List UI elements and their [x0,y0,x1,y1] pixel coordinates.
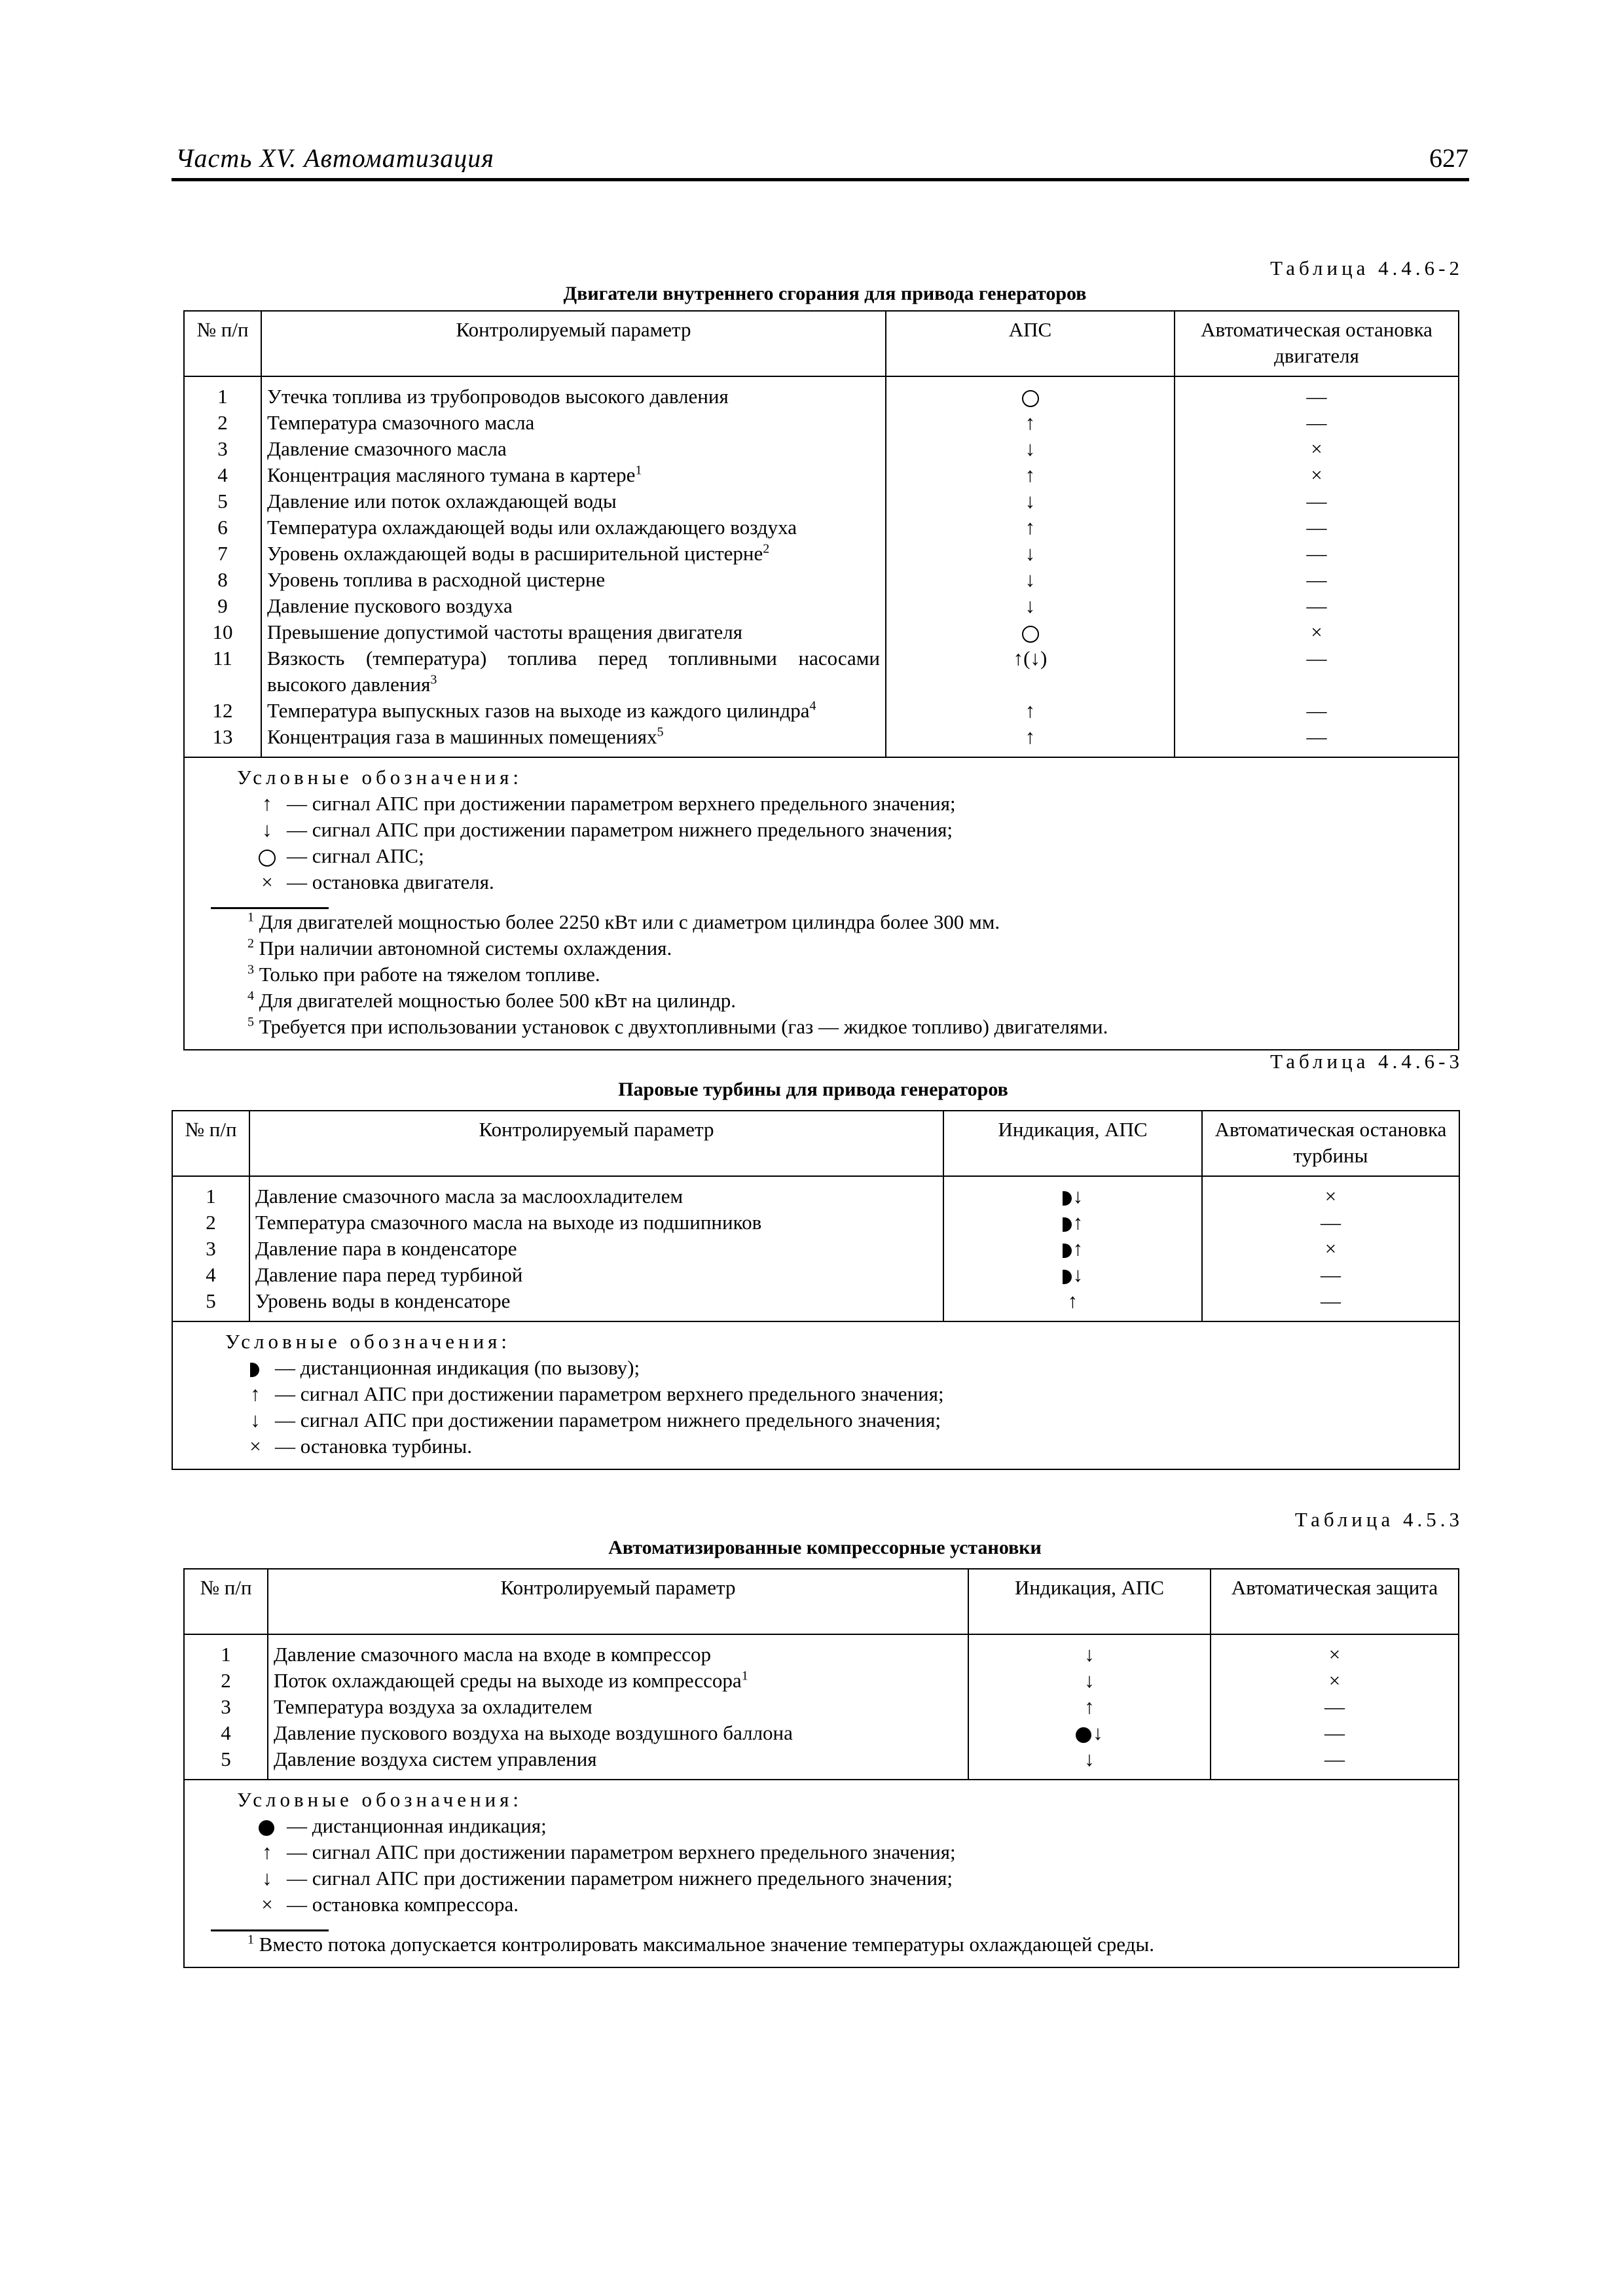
aps-symbol: ↓ [1025,490,1036,512]
row-number: 5 [221,1748,231,1770]
legend-symbol [236,1433,275,1460]
aps-symbol: ↓ [1072,1185,1084,1208]
footnote [247,961,1458,988]
row-number: 9 [217,594,228,617]
footnote [247,1931,1458,1958]
legend-dash: — [287,1814,312,1837]
row-stop: × [1324,1237,1337,1260]
legend-text: сигнал АПС при достижении параметром верхнего предельного значения; [300,1382,944,1405]
row-stop: — [1324,1695,1345,1718]
legend-symbol-text: ↑ [262,1840,272,1863]
row-stop: — [1324,1748,1345,1770]
footnote-text: Для двигателей мощностью более 2250 кВт или с диаметром цилиндра более 300 мм. [259,910,1000,933]
row-aps [944,1288,1201,1314]
aps-symbol: ↓ [1072,1263,1084,1286]
legend-dash: — [287,792,312,815]
page-number: 627 [1429,143,1468,173]
parameter-text: Уровень охлаждающей воды в расширительной цистерне [267,542,763,565]
row-number: 2 [217,411,228,434]
legend-dash: — [275,1408,301,1431]
footnote-text: Только при работе на тяжелом топливе. [259,963,600,986]
legend-symbol [236,1355,275,1381]
footnote-number: 3 [247,962,254,977]
table1-col-number: № п/п [184,311,261,376]
legend-symbol [247,843,287,869]
row-parameter [267,436,880,462]
row-aps [969,1720,1210,1746]
legend-dash: — [275,1382,301,1405]
aps-symbol: ↑ [1025,516,1036,539]
row-aps [969,1668,1210,1694]
row-number: 4 [217,463,228,486]
legend-symbol [247,1839,287,1865]
table2-col-number: № п/п [172,1111,249,1176]
aps-symbol: ↑ [1025,725,1036,748]
table2-number: Таблица 4.4.6-3 [1270,1050,1463,1073]
legend-line [247,843,1458,869]
row-aps [944,1262,1201,1288]
table3-legend [184,1780,1459,1967]
table1-stop [1175,376,1459,757]
aps-circle-icon [1022,390,1039,407]
legend-dash: — [275,1435,301,1458]
row-number: 3 [206,1237,216,1260]
legend-dash: — [287,1840,312,1863]
table2-col-stop: Автоматическая остановка турбины [1202,1111,1459,1176]
table1-caption: Двигатели внутреннего сгорания для привода генераторов [563,283,1087,304]
table1-col-aps: АПС [886,311,1175,376]
row-stop: × [1324,1185,1337,1208]
table3 [183,1568,1459,1968]
table1-legend-items [185,791,1458,895]
legend-line [236,1433,1459,1460]
aps-symbol: ↑ [1072,1237,1084,1260]
legend-symbol-icon [259,1820,274,1836]
legend-symbol-text: ↓ [262,818,272,841]
row-aps [969,1694,1210,1720]
table2-legend [172,1321,1459,1469]
footnote-text: Требуется при использовании установок с двухтопливными (газ — жидкое топливо) двигателями. [259,1015,1108,1038]
legend-dash: — [275,1356,301,1379]
legend-line [236,1381,1459,1407]
indication-icon [1063,1217,1072,1232]
table1-numbers [184,376,261,757]
row-aps [886,541,1174,567]
legend-line [247,1839,1458,1865]
footnote-number: 4 [247,988,254,1003]
legend-dash: — [287,870,312,893]
row-parameter [267,645,880,698]
legend-line [247,791,1458,817]
legend-symbol [247,817,287,843]
aps-symbol: ↓ [1084,1643,1095,1666]
row-aps [886,698,1174,724]
legend-symbol-text: ↓ [262,1867,272,1890]
legend-symbol-text: ↑ [250,1382,261,1405]
parameter-text: Давление смазочного масла [267,437,507,460]
parameter-text: Давление или поток охлаждающей воды [267,490,617,512]
row-parameter [274,1746,962,1772]
row-number: 3 [217,437,228,460]
row-parameter [267,514,880,541]
legend-line [236,1355,1459,1381]
table1-legend-title: Условные обозначения: [237,766,523,789]
parameter-text: Температура выпускных газов на выходе из каждого цилиндра [267,699,810,722]
footnote-ref: 1 [741,1668,748,1683]
parameter-text: Давление пара в конденсаторе [255,1237,517,1260]
row-stop: — [1306,542,1327,565]
row-stop: — [1306,699,1327,722]
aps-symbol: ↑(↓) [1013,647,1048,670]
footnote-ref: 3 [430,672,437,687]
row-stop: — [1306,490,1327,512]
legend-text: остановка компрессора. [312,1893,519,1916]
row-stop: — [1321,1289,1341,1312]
footnote-ref: 1 [635,463,642,478]
legend-line [247,1892,1458,1918]
parameter-text: Давление воздуха систем управления [274,1748,597,1770]
aps-symbol: ↓ [1084,1748,1095,1770]
row-parameter [267,567,880,593]
legend-symbol [236,1381,275,1407]
legend-text: сигнал АПС при достижении параметром верхнего предельного значения; [312,792,956,815]
row-parameter [255,1288,938,1314]
footnote-ref: 5 [657,725,664,740]
row-number: 1 [217,385,228,408]
indication-icon [1076,1727,1091,1743]
parameter-text: Уровень топлива в расходной цистерне [267,568,606,591]
legend-symbol-text: × [249,1435,261,1458]
row-number: 5 [217,490,228,512]
row-parameter [267,541,880,567]
table3-params [268,1634,968,1780]
row-aps [886,619,1174,645]
legend-symbol-text: × [261,1893,273,1916]
table3-numbers [184,1634,268,1780]
footnote-space [254,963,259,986]
row-aps [944,1183,1201,1210]
table2-aps [943,1176,1202,1321]
footnote-number: 2 [247,936,254,951]
row-parameter [267,619,880,645]
parameter-text: Температура охлаждающей воды или охлаждающего воздуха [267,516,797,539]
aps-symbol: ↑ [1025,699,1036,722]
legend-text: дистанционная индикация (по вызову); [300,1356,640,1379]
table2-legend-title: Условные обозначения: [225,1330,511,1353]
row-number: 11 [213,647,232,670]
parameter-text: Превышение допустимой частоты вращения двигателя [267,620,743,643]
footnote [247,1014,1458,1040]
row-stop: — [1306,568,1327,591]
footnote-text: Вместо потока допускается контролировать максимальное значение температуры охлаждающей среды. [259,1933,1155,1956]
parameter-text: Концентрация масляного тумана в картере [267,463,636,486]
table2-col-indication: Индикация, АПС [943,1111,1202,1176]
row-number: 10 [212,620,233,643]
row-aps [886,488,1174,514]
legend-text: остановка двигателя. [312,870,494,893]
indication-icon [1063,1191,1072,1206]
row-parameter [267,384,880,410]
footnote [247,988,1458,1014]
row-parameter [267,724,880,750]
footnote [247,909,1458,935]
legend-line [247,869,1458,895]
row-number: 2 [206,1211,216,1234]
table3-number: Таблица 4.5.3 [1294,1508,1463,1531]
row-stop: × [1311,463,1322,486]
row-stop: × [1328,1643,1341,1666]
row-number: 7 [217,542,228,565]
table3-col-indication: Индикация, АПС [968,1569,1211,1634]
row-aps [886,462,1174,488]
row-stop: — [1306,411,1327,434]
legend-symbol [236,1407,275,1433]
row-aps [969,1746,1210,1772]
table3-caption: Автоматизированные компрессорные установки [608,1537,1042,1558]
aps-symbol: ↓ [1025,542,1036,565]
table1-number: Таблица 4.4.6-2 [1270,257,1463,279]
row-parameter [274,1668,962,1694]
legend-line [247,1813,1458,1839]
row-parameter [267,410,880,436]
parameter-text: Концентрация газа в машинных помещениях [267,725,657,748]
indication-icon [1063,1244,1072,1258]
table3-legend-items [185,1813,1458,1918]
row-number: 4 [206,1263,216,1286]
legend-symbol [247,1865,287,1892]
footnote-text: При наличии автономной системы охлаждения. [259,937,672,960]
footnote-space [254,910,259,933]
table2-col-parameter: Контролируемый параметр [249,1111,943,1176]
aps-symbol: ↓ [1025,594,1036,617]
legend-text: сигнал АПС при достижении параметром нижнего предельного значения; [300,1408,941,1431]
legend-symbol-text: × [261,870,273,893]
row-aps [886,645,1174,698]
table3-legend-title: Условные обозначения: [237,1788,523,1811]
table1-params [261,376,886,757]
table1-col-stop: Автоматическая остановка двигателя [1175,311,1459,376]
footnote-number: 5 [247,1014,254,1030]
parameter-text: Давление пускового воздуха [267,594,513,617]
row-stop: — [1306,385,1327,408]
parameter-text: Температура смазочного масла [267,411,535,434]
row-number: 2 [221,1669,231,1692]
row-aps [886,724,1174,750]
parameter-text: Давление смазочного масла за маслоохладителем [255,1185,684,1208]
legend-symbol-text: ↑ [262,792,272,815]
legend-symbol [247,869,287,895]
table1 [183,310,1459,1050]
row-parameter [255,1210,938,1236]
row-parameter [267,698,880,724]
row-aps [944,1236,1201,1262]
footnote-number: 1 [247,910,254,925]
row-stop: — [1306,647,1327,670]
parameter-text: Давление пара перед турбиной [255,1263,523,1286]
table3-aps [968,1634,1211,1780]
table2-stop [1202,1176,1459,1321]
row-number: 4 [221,1721,231,1744]
table3-col-number: № п/п [184,1569,268,1634]
legend-symbol [247,791,287,817]
legend-symbol [247,1892,287,1918]
table3-stop [1211,1634,1459,1780]
row-number: 3 [221,1695,231,1718]
row-stop: × [1328,1669,1341,1692]
row-stop: — [1306,594,1327,617]
row-aps [886,514,1174,541]
table3-footnotes [185,1931,1458,1958]
row-parameter [274,1720,962,1746]
aps-symbol: ↓ [1084,1669,1095,1692]
legend-dash: — [287,818,312,841]
row-number: 8 [217,568,228,591]
table2-params [249,1176,943,1321]
legend-symbol [247,1813,287,1839]
table2-legend-items [173,1355,1459,1460]
legend-text: сигнал АПС; [312,844,424,867]
parameter-text: Вязкость (температура) топлива перед топливными насосами высокого давления [267,647,880,696]
running-header-title: Часть XV. Автоматизация [175,143,494,173]
row-parameter [267,593,880,619]
row-aps [886,567,1174,593]
row-aps [886,410,1174,436]
row-parameter [267,462,880,488]
legend-symbol-icon [259,850,276,867]
row-aps [886,593,1174,619]
aps-symbol: ↑ [1084,1695,1095,1718]
row-number: 1 [221,1643,231,1666]
table1-aps [886,376,1175,757]
row-stop: — [1321,1263,1341,1286]
table2-numbers [172,1176,249,1321]
footnote-space [254,989,259,1012]
row-aps [944,1210,1201,1236]
row-parameter [255,1262,938,1288]
legend-text: дистанционная индикация; [312,1814,547,1837]
row-parameter [267,488,880,514]
legend-line [236,1407,1459,1433]
row-parameter [274,1694,962,1720]
aps-symbol: ↑ [1067,1289,1078,1312]
aps-symbol: ↓ [1025,568,1036,591]
row-stop: × [1311,437,1322,460]
row-stop: — [1306,725,1327,748]
aps-symbol: ↓ [1025,437,1036,460]
parameter-text: Давление пускового воздуха на выходе воздушного баллона [274,1721,793,1744]
aps-circle-icon [1022,626,1039,643]
legend-symbol-icon [250,1363,259,1377]
table1-legend [184,757,1459,1050]
table1-footnotes [185,909,1458,1040]
legend-dash: — [287,1867,312,1890]
row-number: 13 [212,725,233,748]
legend-line [247,817,1458,843]
table3-col-protection: Автоматическая защита [1211,1569,1459,1634]
aps-symbol: ↑ [1072,1211,1084,1234]
legend-dash: — [287,844,312,867]
row-stop: × [1311,620,1322,643]
footnote-ref: 4 [809,698,816,713]
legend-line [247,1865,1458,1892]
legend-text: сигнал АПС при достижении параметром нижнего предельного значения; [312,818,953,841]
table1-body [184,376,1459,1050]
parameter-text: Утечка топлива из трубопроводов высокого давления [267,385,729,408]
row-aps [886,384,1174,410]
legend-dash: — [287,1893,312,1916]
footnote-number: 1 [247,1932,254,1947]
row-number: 12 [212,699,233,722]
header-rule [172,178,1469,181]
parameter-text: Давление смазочного масла на входе в компрессор [274,1643,711,1666]
row-aps [886,436,1174,462]
row-stop: — [1306,516,1327,539]
footnote-ref: 2 [763,541,770,556]
footnote-space [254,1933,259,1956]
row-aps [969,1641,1210,1668]
footnote [247,935,1458,961]
parameter-text: Поток охлаждающей среды на выходе из компрессора [274,1669,742,1692]
legend-text: сигнал АПС при достижении параметром нижнего предельного значения; [312,1867,953,1890]
legend-text: сигнал АПС при достижении параметром верхнего предельного значения; [312,1840,956,1863]
parameter-text: Уровень воды в конденсаторе [255,1289,511,1312]
aps-symbol: ↑ [1025,411,1036,434]
row-parameter [255,1236,938,1262]
row-parameter [274,1641,962,1668]
row-parameter [255,1183,938,1210]
row-number: 1 [206,1185,216,1208]
indication-icon [1063,1270,1072,1284]
footnote-space [254,937,259,960]
row-stop: — [1324,1721,1345,1744]
table1-col-parameter: Контролируемый параметр [261,311,886,376]
table2-caption: Паровые турбины для привода генераторов [618,1079,1008,1100]
row-stop: — [1321,1211,1341,1234]
parameter-text: Температура смазочного масла на выходе из подшипников [255,1211,762,1234]
row-number: 6 [217,516,228,539]
row-number: 5 [206,1289,216,1312]
parameter-text: Температура воздуха за охладителем [274,1695,593,1718]
table3-col-parameter: Контролируемый параметр [268,1569,968,1634]
footnote-space [254,1015,259,1038]
footnote-text: Для двигателей мощностью более 500 кВт на цилиндр. [259,989,736,1012]
aps-symbol: ↓ [1093,1721,1103,1744]
aps-symbol: ↑ [1025,463,1036,486]
legend-text: остановка турбины. [300,1435,472,1458]
table2 [172,1110,1460,1470]
legend-symbol-text: ↓ [250,1408,261,1431]
